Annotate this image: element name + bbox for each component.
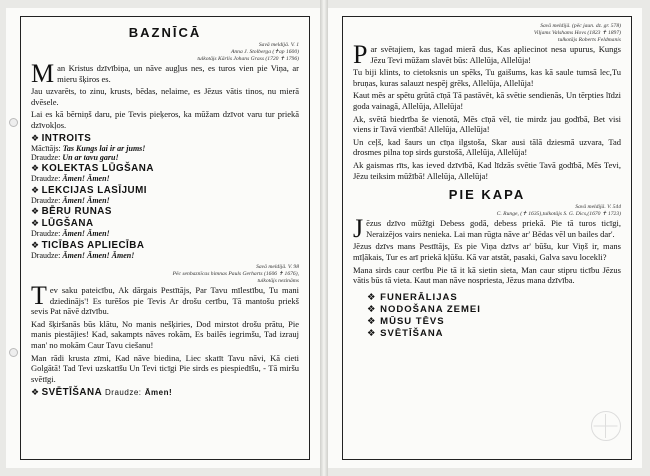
closing-item bbox=[31, 387, 299, 398]
liturgy-response bbox=[31, 153, 299, 162]
diamond-bullet-icon: ❖ bbox=[367, 303, 377, 315]
liturgy-item bbox=[31, 240, 299, 251]
diamond-bullet-icon: ❖ bbox=[367, 291, 377, 303]
liturgy-label: LEKCIJAS LASĪJUMI bbox=[41, 184, 147, 196]
compass-rose-watermark-icon bbox=[591, 411, 621, 441]
hymn-verse: Lai es kā bērniņš daru, pie Tevis pieķeros, ka mūžam dzīvot varu tur priekā dzīvokļos. bbox=[31, 109, 299, 130]
liturgy-item bbox=[31, 218, 299, 229]
diamond-bullet-icon: ❖ bbox=[367, 327, 377, 339]
attribution-line: Pēc senbaznīcas himnas Pauls Gerharts (1606 ✝ 1676), bbox=[172, 271, 299, 277]
response-speaker: Mācītājs: bbox=[31, 143, 61, 153]
drop-cap: T bbox=[31, 281, 47, 310]
liturgy-label: SVĒTĪŠANA bbox=[41, 387, 102, 399]
hymn-attribution bbox=[31, 42, 299, 63]
final-list-item bbox=[367, 304, 621, 316]
attribution-line: Savā meldijā. V. 98 bbox=[256, 264, 299, 270]
response-text: Āmen! Āmen! Āmen! bbox=[62, 250, 135, 260]
response-speaker: Draudze: bbox=[31, 152, 61, 162]
verse-text: ēzus dzīvo mūžīgi Debess godā, debess priekā. Pie tā turos ticīgi, Neraizējos vairs nenieka. Lai man rūgta nāve ar' Bēdas vēl un bailes dar'. bbox=[366, 218, 621, 239]
response-text: Un ar tavu garu! bbox=[62, 152, 119, 162]
liturgy-response bbox=[31, 251, 299, 260]
response-speaker: Draudze: bbox=[31, 229, 61, 239]
attribution-line: C. Runge, (✝ 1635),tulkotājs S. G. Dics,(1670 ✝ 1723) bbox=[496, 211, 621, 218]
hymn-verse: Kaut mēs ar spētu grūtā cīņā Tā pastāvēt, kā svētie sendienās, Un tērpties līdzi goda vainagā, Allelūja, Allelūja! bbox=[353, 90, 621, 111]
response-speaker: Draudze: bbox=[31, 250, 61, 260]
attribution-line: tulkotājs Kārlis Johans Grass (1720 ✝ 1796) bbox=[197, 56, 299, 62]
hymn-attribution bbox=[31, 264, 299, 285]
drop-cap: J bbox=[353, 214, 364, 244]
final-order-list bbox=[353, 292, 621, 340]
left-frame bbox=[20, 16, 310, 460]
final-list-label: NODOŠANA ZEMEI bbox=[380, 303, 481, 315]
drop-cap: P bbox=[353, 40, 368, 69]
response-text: Āmen! Āmen! bbox=[62, 195, 110, 205]
final-list-label: FUNERĀLIJAS bbox=[380, 291, 458, 303]
diamond-bullet-icon: ❖ bbox=[31, 239, 40, 250]
hymn-verse: Jēzus dzīvs mans Pestītājs, Es pie Viņa dzīvs ar' būšu, kur Viņš ir, mans mīļākais, Tur es arī priekā kļūšu. Kā var atstāt, pasaki, Galva savu locekli? bbox=[353, 241, 621, 262]
attribution-line: tulkotājs Roberts Feldmanis bbox=[557, 37, 621, 43]
diamond-bullet-icon: ❖ bbox=[367, 315, 377, 327]
right-frame bbox=[342, 16, 632, 460]
attribution-line: Viljams Valshams Hovs (1823 ✝ 1897) bbox=[533, 30, 621, 36]
final-list-label: MŪSU TĒVS bbox=[380, 315, 445, 327]
liturgy-item bbox=[31, 206, 299, 217]
liturgy-label: BĒRU RUNAS bbox=[41, 206, 112, 218]
left-page bbox=[6, 8, 320, 468]
liturgy-item bbox=[31, 163, 299, 174]
liturgy-item bbox=[31, 185, 299, 196]
hymn-verse: Ak gaismas rīts, kas ieved dzīvībā, Kad līdzās svētie Tavā godībā, Mēs Tevi, Jēzu teiksim mūžībā! Allelūja, Allelūja! bbox=[353, 159, 621, 181]
hymn-verse: Ak, svētā biedrība še vienotā, Mēs cīņā vēl, tie mirdz jau godībā, Bet visi viens ir Tavā vienībā! Allelūja, Allelūja! bbox=[353, 113, 621, 135]
section-title: PIE KAPA bbox=[448, 187, 526, 203]
binding-hole bbox=[9, 118, 18, 127]
final-list-item bbox=[367, 316, 621, 328]
binding-holes bbox=[9, 8, 19, 468]
hymn-attribution bbox=[353, 23, 621, 44]
attribution-line: Savā meldijā. V. 544 bbox=[575, 204, 621, 211]
response-speaker: Draudze: bbox=[31, 174, 61, 184]
attribution-line: Savā meldijā. (pēc jaun. dz. gr. 578) bbox=[540, 23, 621, 29]
hymn-verse: Tu biji klints, to cietoksnis un spēks, Tu gaišums, kas kā saule tumsā lec,Tu bruņas, kuras salauzt nespēj grēks, Allelūja, Allelūja! bbox=[353, 67, 621, 88]
hymn-verse: Jau uzvarēts, to zinu, krusts, bēdas, nelaime, es Jēzus vātis tinos, nu mierā dvēsele. bbox=[31, 86, 299, 107]
hymn-verse: Mana sirds caur cerību Pie tā it kā sietin sieta, Man caur stipru ticību Jēzus vātis būs tā vieta. Kaut man nāve nospriesta, Jēzus mana dzīvība. bbox=[353, 264, 621, 286]
verse-text: an Kristus dzīvībiņa, un nāve augļus nes, es turos vien pie Viņa, ar mieru šķiros es. bbox=[57, 63, 299, 84]
drop-cap: M bbox=[31, 59, 55, 88]
diamond-bullet-icon: ❖ bbox=[31, 206, 40, 217]
diamond-bullet-icon: ❖ bbox=[31, 184, 40, 195]
hymn-verse: Un ceļš, kad šaurs un cīņa ilgstoša, Skar ausi tālā dziesmā uzvara, Tad drosmes pilna top sirds gurstošā, Allelūja, Allelūja! bbox=[353, 136, 621, 158]
attribution-line: Savā meldijā. V. 1 bbox=[258, 42, 299, 48]
page-fold bbox=[320, 0, 328, 476]
response-text: Āmen! bbox=[144, 388, 173, 398]
page-title: BAZNĪCĀ bbox=[128, 25, 202, 40]
liturgy-order bbox=[31, 133, 299, 260]
final-list-item bbox=[367, 292, 621, 304]
diamond-bullet-icon: ❖ bbox=[31, 218, 40, 229]
response-text: Tas Kungs lai ir ar jums! bbox=[62, 143, 146, 153]
liturgy-item bbox=[31, 133, 299, 144]
verse-text: ev saku pateicību, Ak dārgais Pestītājs, Par Tavu mīlestību, Tu mani dziedinājs'! Es turēšos pie Tevis Ar drošu cerību, Tā mantošu priekš sevis Pat nāvē dzīvību. bbox=[31, 285, 299, 317]
liturgy-response bbox=[31, 174, 299, 183]
attribution-line: Anna J. Stolberga (✝ap 1600) bbox=[230, 49, 299, 55]
right-page bbox=[328, 8, 642, 468]
response-text: Āmen! Āmen! bbox=[62, 229, 110, 239]
response-speaker: Draudze: bbox=[105, 388, 142, 398]
final-list-label: SVĒTĪŠANA bbox=[380, 327, 444, 339]
diamond-bullet-icon: ❖ bbox=[31, 163, 40, 174]
liturgy-response bbox=[31, 229, 299, 238]
diamond-bullet-icon: ❖ bbox=[31, 387, 40, 398]
binding-hole bbox=[9, 348, 18, 357]
verse-text: ar svētajiem, kas tagad mierā dus, Kas apliecinot nesa upurus, Kungs Jēzu Tevi mūžam slavēt būs: Allelūja, Allelūja! bbox=[370, 44, 621, 65]
liturgy-label: INTROITS bbox=[41, 132, 92, 144]
response-text: Āmen! Āmen! bbox=[62, 174, 110, 184]
attribution-line: tulkotājs nezināms bbox=[257, 278, 299, 284]
liturgy-label: KOLEKTAS LŪGŠANA bbox=[41, 163, 154, 175]
response-speaker: Draudze: bbox=[31, 195, 61, 205]
liturgy-label: TICĪBAS APLIECĪBA bbox=[41, 239, 145, 251]
liturgy-response bbox=[31, 196, 299, 205]
final-list-item bbox=[367, 328, 621, 340]
hymn-attribution bbox=[353, 204, 621, 218]
liturgy-response bbox=[31, 144, 299, 153]
liturgy-label: LŪGŠANA bbox=[41, 218, 94, 230]
diamond-bullet-icon: ❖ bbox=[31, 132, 40, 143]
hymn-verse: Man rādi krusta zīmi, Kad nāve biedina, Liec skatīt Tavu nāvi, Kā cieti Golgātā! Tad Tevi uzskatīšu Un Tevi ticīgi Pie sirds es piespiedīšu, - Tā miršu svētīgi. bbox=[31, 352, 299, 384]
hymn-verse: Kad šķiršanās būs klātu, No manis nešķiries, Dod mirstot drošu prātu, Pie manis piestājies! Kad, sakampts nāves rokām, Es bailēs iegrimšu, Tad izrauj man' no mokām Caur Tavu ciešanu! bbox=[31, 318, 299, 350]
